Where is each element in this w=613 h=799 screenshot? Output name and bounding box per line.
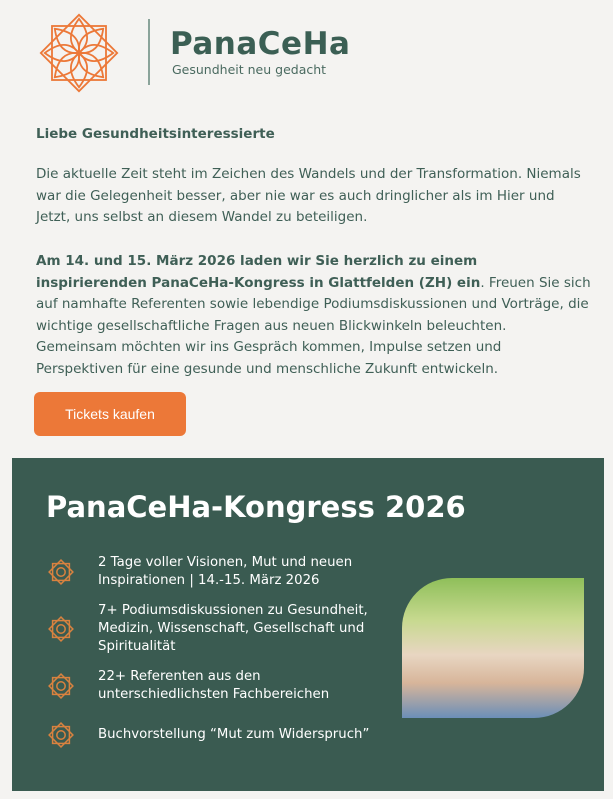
feature-item: 7+ Podiumsdiskussionen zu Gesundheit, Medizin, Wissenschaft, Gesellschaft und Spiritualität — [46, 602, 388, 656]
buy-tickets-button[interactable]: Tickets kaufen — [34, 392, 186, 436]
congress-panel — [12, 458, 604, 791]
panaceha-logo-icon — [33, 8, 125, 98]
congress-title: PanaCeHa-Kongress 2026 — [46, 490, 466, 524]
brand-tagline: Gesundheit neu gedacht — [172, 62, 327, 77]
flower-icon — [46, 614, 76, 644]
feature-item: 22+ Referenten aus den unterschiedlichsten Fachbereichen — [46, 668, 388, 704]
intro-paragraph: Die aktuelle Zeit steht im Zeichen des Wandels und der Transformation. Niemals war die Gelegenheit besser, aber nie war es auch dringlicher als im Hier und Jetzt, uns selbst an diesem Wandel zu beteiligen. — [36, 166, 581, 225]
family-photo — [402, 578, 584, 718]
header-divider — [148, 19, 150, 85]
flower-icon — [46, 720, 76, 750]
flower-icon — [46, 671, 76, 701]
event-details: . Freuen Sie sich auf namhafte Referenten sowie lebendige Podiumsdiskussionen und Vorträge, die wichtige gesellschaftliche Fragen aus neuen Blickwinkeln beleuchten. Gemeinsam möchten wir ins Gespräch kommen, Impulse setzen und Perspektiven für eine gesunde und menschliche Zukunft entwickeln. — [36, 274, 591, 377]
greeting: Liebe Gesundheitsinteressierte — [36, 126, 275, 142]
feature-item: 2 Tage voller Visionen, Mut und neuen Inspirationen | 14.-15. März 2026 — [46, 554, 388, 590]
brand-name: PanaCeHa — [170, 26, 351, 62]
flower-icon — [46, 557, 76, 587]
feature-item: Buchvorstellung “Mut zum Widerspruch” — [46, 720, 388, 750]
event-highlight: Am 14. und 15. März 2026 laden wir Sie herzlich zu einem inspirierenden PanaCeHa-Kongress in Glattfelden (ZH) ein — [36, 253, 481, 291]
event-paragraph — [36, 251, 591, 380]
